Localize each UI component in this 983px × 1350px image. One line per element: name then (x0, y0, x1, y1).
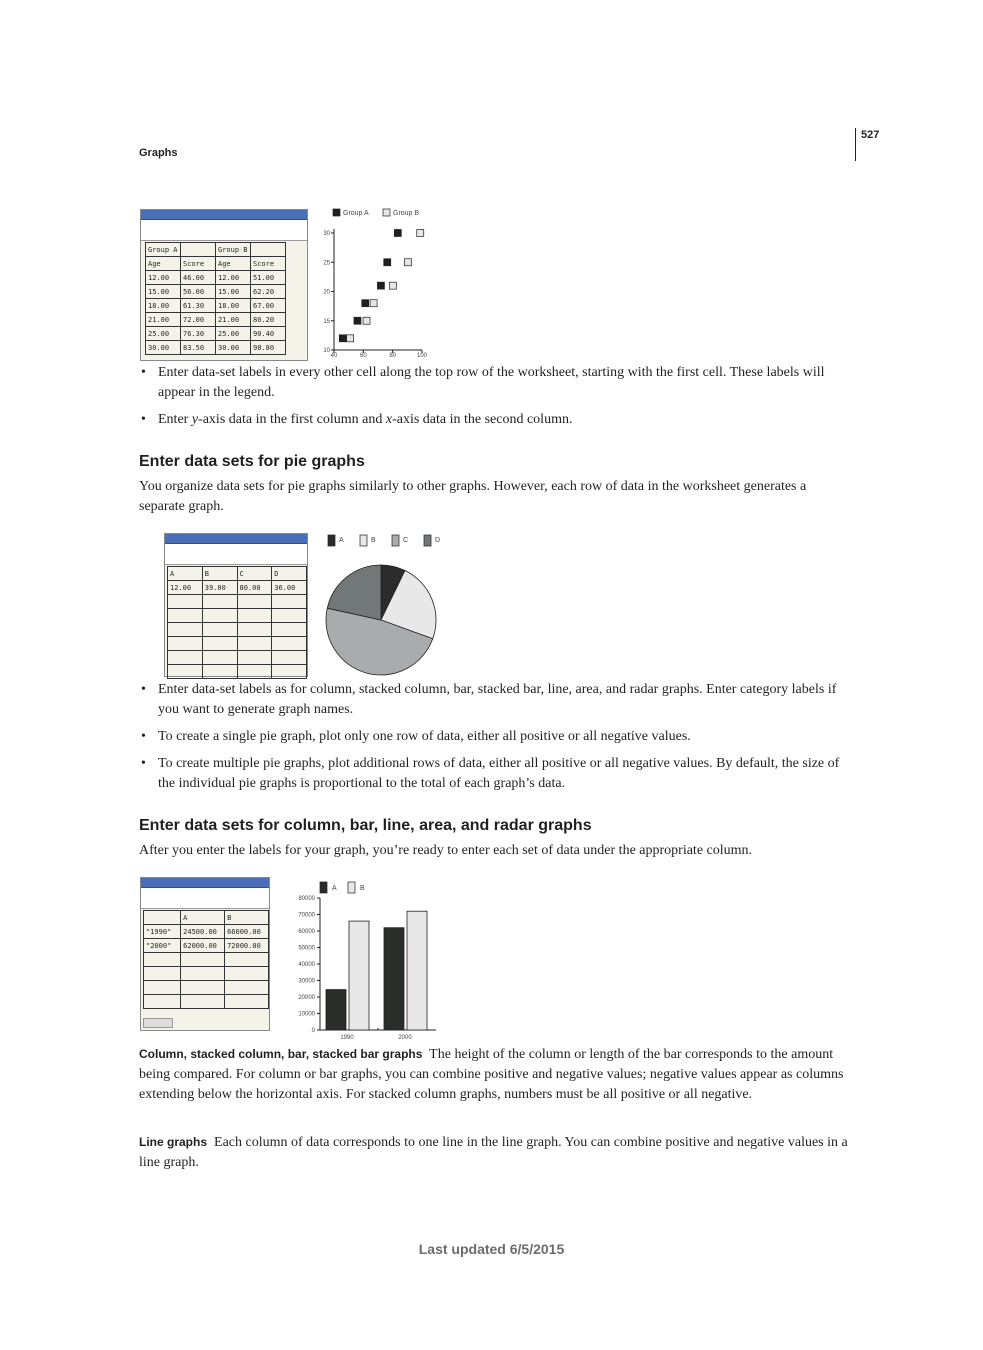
scatter-point (389, 282, 396, 289)
worksheet-cell[interactable]: Group B (216, 243, 251, 257)
y-tick-label: 60000 (298, 929, 315, 935)
scatter-point (347, 335, 354, 342)
x-tick-label: 40 (330, 353, 338, 359)
legend-swatch (392, 535, 399, 546)
worksheet-cell[interactable] (272, 595, 307, 609)
worksheet-cell[interactable]: Score (181, 257, 216, 271)
section-heading-pie: Enter data sets for pie graphs (139, 453, 365, 470)
worksheet-entry-field[interactable] (141, 888, 269, 909)
scatter-point (417, 230, 424, 237)
worksheet-cell[interactable] (168, 665, 203, 679)
worksheet-cell[interactable]: B (225, 911, 269, 925)
x-tick-label: 60 (359, 353, 367, 359)
column-intro-paragraph: After you enter the labels for your graph, you’re ready to enter each set of data under the appropriate column. (139, 843, 753, 858)
worksheet-cell[interactable] (168, 651, 203, 665)
worksheet-row (168, 665, 307, 679)
worksheet-cell[interactable]: 12.00 (146, 271, 181, 285)
y-tick-label: 10 (323, 348, 330, 354)
worksheet-cell[interactable]: 12.00 (168, 581, 203, 595)
worksheet-cell[interactable]: 18.00 (146, 299, 181, 313)
y-tick-label: 20 (323, 289, 330, 296)
column-chart (288, 878, 448, 1041)
bullet-marker: • (141, 412, 146, 427)
worksheet-row (144, 953, 269, 967)
worksheet-cell[interactable]: 24500.00 (181, 925, 225, 939)
scatter-point (377, 282, 384, 289)
worksheet-cell[interactable] (168, 637, 203, 651)
worksheet-row (144, 925, 269, 939)
scatter-points (339, 230, 423, 342)
worksheet-cell[interactable]: Score (251, 257, 286, 271)
legend-label: D (435, 537, 441, 544)
worksheet-row (146, 299, 286, 313)
footer-last-updated: Last updated 6/5/2015 (418, 1241, 565, 1257)
worksheet-cell[interactable] (272, 665, 307, 679)
worksheet-cell[interactable] (181, 995, 225, 1009)
worksheet-cell[interactable]: 36.00 (272, 581, 307, 595)
worksheet-cell[interactable] (144, 967, 181, 981)
page-number: 527 (861, 129, 880, 141)
worksheet-cell[interactable]: 30.00 (146, 341, 181, 355)
worksheet-cell[interactable]: A (181, 911, 225, 925)
definition-line-graphs (139, 1132, 851, 1173)
worksheet-cell[interactable] (237, 623, 272, 637)
worksheet-cell[interactable]: 66000.00 (225, 925, 269, 939)
worksheet-cell[interactable] (237, 609, 272, 623)
column-legend (320, 882, 365, 893)
worksheet-title-bar (141, 210, 307, 220)
worksheet-cell[interactable] (237, 665, 272, 679)
worksheet-cell[interactable] (181, 953, 225, 967)
scatter-legend (333, 209, 419, 217)
worksheet-cell[interactable] (144, 995, 181, 1009)
worksheet-cell[interactable] (225, 953, 269, 967)
worksheet-row (146, 327, 286, 341)
legend-label: A (339, 537, 344, 544)
worksheet-cell[interactable]: Age (216, 257, 251, 271)
y-tick-label: 80000 (298, 896, 315, 902)
worksheet-cell[interactable] (181, 243, 216, 257)
worksheet-cell[interactable]: 30.00 (216, 341, 251, 355)
bullet-marker: • (141, 682, 146, 697)
worksheet-cell[interactable] (168, 623, 203, 637)
pie-worksheet (164, 533, 308, 677)
column-worksheet (140, 877, 270, 1031)
worksheet-cell[interactable]: 51.00 (251, 271, 286, 285)
worksheet-cell[interactable]: 80.00 (237, 581, 272, 595)
worksheet-row (168, 637, 307, 651)
worksheet-row (168, 581, 307, 595)
legend-label: C (403, 537, 409, 544)
pie-chart (320, 530, 450, 680)
column-bar (349, 921, 369, 1030)
worksheet-cell[interactable]: 80.20 (251, 313, 286, 327)
worksheet-cell[interactable]: 15.00 (216, 285, 251, 299)
legend-label: B (360, 885, 365, 892)
legend-swatch (320, 882, 327, 893)
worksheet-row (168, 609, 307, 623)
worksheet-cell[interactable] (225, 995, 269, 1009)
x-tick-label: 1990 (340, 1035, 354, 1041)
worksheet-cell[interactable]: 61.30 (181, 299, 216, 313)
legend-swatch (348, 882, 355, 893)
worksheet-row (144, 981, 269, 995)
x-tick-label: 100 (416, 353, 428, 359)
worksheet-cell[interactable] (251, 243, 286, 257)
worksheet-cell[interactable]: D (272, 567, 307, 581)
worksheet-cell[interactable] (237, 595, 272, 609)
legend-swatch (333, 209, 340, 216)
worksheet-title-bar (141, 878, 269, 888)
scatter-point (339, 335, 346, 342)
worksheet-cell[interactable]: 62000.00 (181, 939, 225, 953)
worksheet-cell[interactable] (237, 637, 272, 651)
scatter-worksheet (140, 209, 308, 361)
worksheet-row (168, 595, 307, 609)
worksheet-cell[interactable]: 21.00 (216, 313, 251, 327)
worksheet-entry-field[interactable] (165, 544, 307, 565)
scatter-point (384, 259, 391, 266)
bullet-marker: • (141, 756, 146, 771)
definition-column-graphs (139, 1044, 851, 1105)
worksheet-entry-field[interactable] (141, 220, 307, 241)
worksheet-cell[interactable]: 90.40 (251, 327, 286, 341)
worksheet-cell[interactable] (202, 609, 237, 623)
bullet-item: To create multiple pie graphs, plot additional rows of data, either all positive or all negative values. By default, the size of the individual pie graphs is proportional to the total of each graph’s data. (158, 756, 840, 791)
legend-label: Group B (393, 210, 420, 217)
scatter-point (394, 230, 401, 237)
y-tick-label: 40000 (298, 962, 315, 968)
worksheet-cell[interactable] (202, 595, 237, 609)
y-tick-label: 10000 (298, 1011, 315, 1018)
worksheet-cell[interactable]: 83.50 (181, 341, 216, 355)
worksheet-cell[interactable] (168, 609, 203, 623)
worksheet-row (146, 243, 286, 257)
worksheet-cell[interactable]: 56.00 (181, 285, 216, 299)
definition-text: Each column of data corresponds to one line in the line graph. You can combine positive and negative values in a line graph. (139, 1135, 848, 1170)
worksheet-row (144, 911, 269, 925)
section-header: Graphs (139, 147, 178, 159)
worksheet-row (146, 341, 286, 355)
worksheet-cell[interactable] (202, 623, 237, 637)
worksheet-cell[interactable]: B (202, 567, 237, 581)
worksheet-cell[interactable]: 72.00 (181, 313, 216, 327)
column-bar (407, 911, 427, 1030)
worksheet-cell[interactable]: 67.00 (251, 299, 286, 313)
worksheet-cell[interactable]: 18.00 (216, 299, 251, 313)
worksheet-row (168, 651, 307, 665)
worksheet-row (144, 995, 269, 1009)
worksheet-cell[interactable] (272, 637, 307, 651)
scatter-point (362, 300, 369, 307)
worksheet-cell[interactable]: 25.00 (146, 327, 181, 341)
worksheet-cell[interactable]: A (168, 567, 203, 581)
scatter-point (404, 259, 411, 266)
bullet-marker: • (141, 365, 146, 380)
scatter-point (354, 317, 361, 324)
legend-swatch (360, 535, 367, 546)
worksheet-cell[interactable] (225, 967, 269, 981)
y-tick-label: 15 (323, 318, 330, 325)
legend-swatch (424, 535, 431, 546)
worksheet-cell[interactable] (144, 981, 181, 995)
worksheet-row (144, 939, 269, 953)
legend-label: Group A (343, 210, 369, 217)
worksheet-row (168, 623, 307, 637)
legend-label: B (371, 537, 376, 544)
worksheet-cell[interactable] (181, 967, 225, 981)
worksheet-cell[interactable] (202, 637, 237, 651)
worksheet-cell[interactable] (202, 665, 237, 679)
worksheet-grid (145, 242, 286, 355)
worksheet-cell[interactable]: Age (146, 257, 181, 271)
scatter-chart (318, 203, 438, 361)
definition-term: Column, stacked column, bar, stacked bar graphs (139, 1047, 423, 1061)
worksheet-cell[interactable]: 72000.00 (225, 939, 269, 953)
worksheet-row (146, 285, 286, 299)
page-number-rule (855, 128, 856, 161)
horizontal-scrollbar[interactable] (143, 1018, 173, 1028)
legend-label: A (332, 885, 337, 892)
worksheet-cell[interactable] (237, 651, 272, 665)
worksheet-cell[interactable] (272, 651, 307, 665)
worksheet-cell[interactable]: 25.00 (216, 327, 251, 341)
y-tick-label: 50000 (298, 945, 315, 952)
column-bar (326, 990, 346, 1030)
worksheet-cell[interactable] (144, 911, 181, 925)
worksheet-cell[interactable]: 62.20 (251, 285, 286, 299)
worksheet-cell[interactable] (272, 609, 307, 623)
worksheet-cell[interactable]: 98.80 (251, 341, 286, 355)
definition-text: The height of the column or length of the bar corresponds to the amount being compared. For column or bar graphs, you can combine positive and negative values; negative values appear as columns extending below the horizontal axis. For stacked column graphs, numbers must be all positive or all negative. (139, 1047, 844, 1102)
definition-term: Line graphs (139, 1135, 208, 1149)
scatter-point (363, 317, 370, 324)
y-tick-label: 30 (323, 231, 330, 237)
worksheet-cell[interactable]: C (237, 567, 272, 581)
bullet-item: Enter data-set labels in every other cell along the top row of the worksheet, starting with the first cell. These labels will appear in the legend. (158, 365, 825, 400)
column-bar (384, 928, 404, 1030)
worksheet-row (146, 313, 286, 327)
pie-slices (326, 565, 436, 675)
worksheet-cell[interactable] (144, 953, 181, 967)
worksheet-cell[interactable] (225, 981, 269, 995)
y-tick-label: 25 (323, 260, 330, 267)
pie-intro-paragraph: You organize data sets for pie graphs similarly to other graphs. However, each row of data in the worksheet generates a separate graph. (139, 479, 807, 514)
legend-swatch (328, 535, 335, 546)
worksheet-row (146, 271, 286, 285)
worksheet-title-bar (165, 534, 307, 544)
column-bars (326, 911, 427, 1030)
y-tick-label: 30000 (298, 978, 315, 985)
worksheet-cell[interactable] (272, 623, 307, 637)
worksheet-cell[interactable]: "1990" (144, 925, 181, 939)
x-tick-label: 80 (389, 353, 397, 359)
worksheet-cell[interactable] (181, 981, 225, 995)
scatter-point (370, 300, 377, 307)
worksheet-cell[interactable]: "2000" (144, 939, 181, 953)
bullet-item: Enter data-set labels as for column, stacked column, bar, stacked bar, line, area, and radar graphs. Enter category labels if you want to generate graph names. (158, 682, 837, 717)
worksheet-cell[interactable]: 21.00 (146, 313, 181, 327)
x-tick-label: 2000 (398, 1035, 412, 1041)
worksheet-cell[interactable]: 76.30 (181, 327, 216, 341)
section-heading-column: Enter data sets for column, bar, line, area, and radar graphs (139, 817, 592, 834)
legend-swatch (383, 209, 390, 216)
worksheet-cell[interactable] (202, 651, 237, 665)
worksheet-cell[interactable]: 12.00 (216, 271, 251, 285)
bullet-item: Enter y-axis data in the first column and x-axis data in the second column. (158, 412, 573, 427)
worksheet-cell[interactable]: 15.00 (146, 285, 181, 299)
worksheet-row (168, 567, 307, 581)
y-tick-label: 0 (311, 1028, 315, 1034)
y-tick-label: 70000 (298, 912, 315, 919)
worksheet-row (146, 257, 286, 271)
y-tick-label: 20000 (298, 995, 315, 1001)
worksheet-cell[interactable]: 39.00 (202, 581, 237, 595)
worksheet-grid (143, 910, 269, 1009)
worksheet-row (144, 967, 269, 981)
worksheet-cell[interactable]: Group A (146, 243, 181, 257)
pie-legend (328, 535, 440, 546)
worksheet-cell[interactable] (168, 595, 203, 609)
worksheet-grid (167, 566, 307, 679)
bullet-item: To create a single pie graph, plot only one row of data, either all positive or all negative values. (158, 729, 691, 744)
bullet-marker: • (141, 729, 146, 744)
worksheet-cell[interactable]: 46.00 (181, 271, 216, 285)
